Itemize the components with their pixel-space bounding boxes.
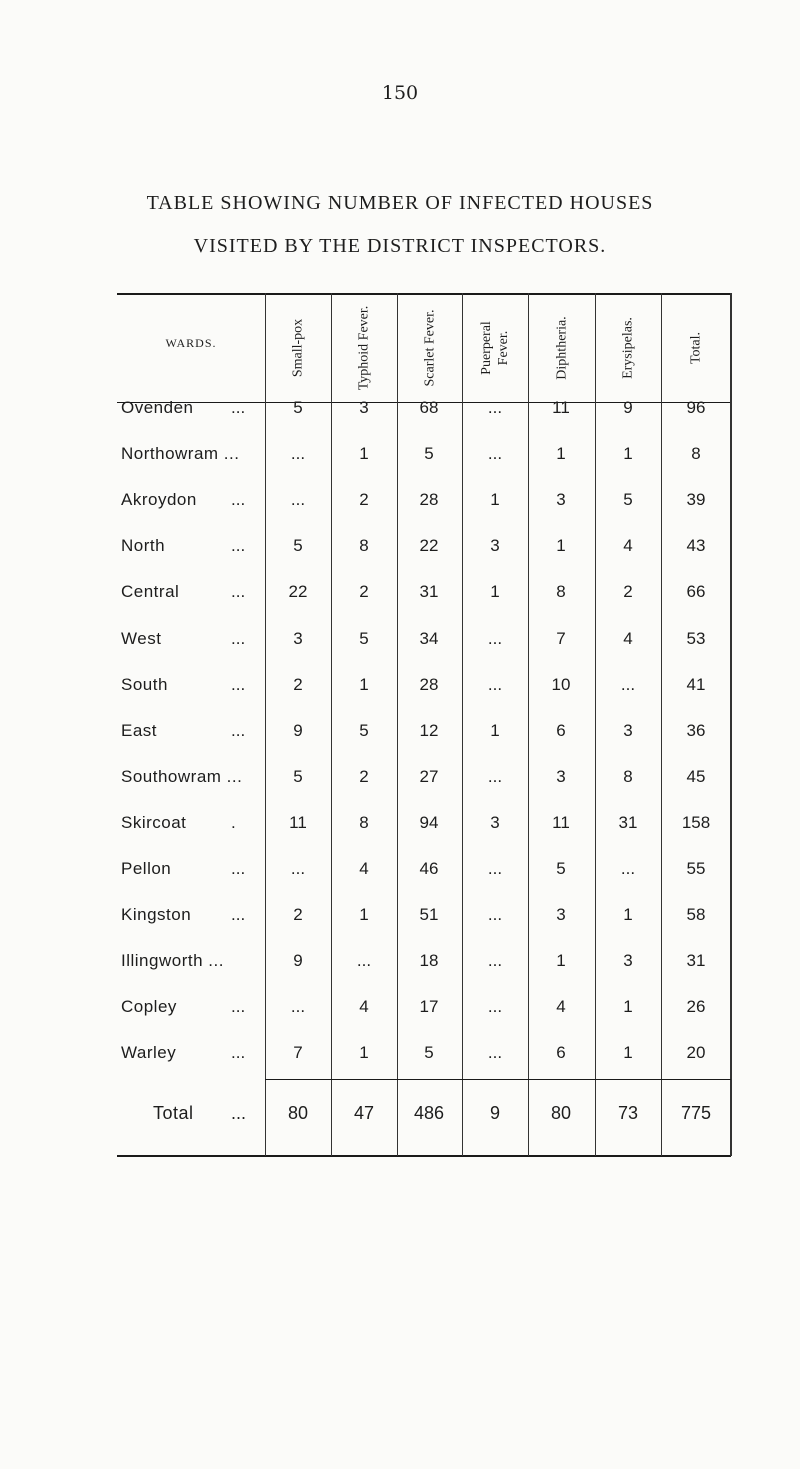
cell-typhoid-fever: 5	[359, 720, 369, 740]
cell-puerperal-fever: 1	[490, 582, 500, 602]
table-row	[117, 711, 731, 751]
cell-small-pox: ...	[290, 490, 306, 510]
table-row	[117, 480, 731, 520]
cell-scarlet-fever: 51	[419, 905, 439, 925]
cell-diphtheria: 3	[556, 490, 566, 510]
cell-puerperal-fever: ...	[487, 997, 503, 1017]
cell-diphtheria: 6	[556, 720, 566, 740]
cell-total: 775	[680, 1103, 712, 1123]
cell-scarlet-fever: 68	[419, 398, 439, 417]
cell-small-pox: 5	[293, 398, 303, 417]
wards-column-header: WARDS.	[165, 336, 217, 350]
cell-erysipelas: 9	[623, 398, 633, 417]
table-row	[117, 619, 731, 659]
table-row	[117, 572, 731, 612]
cell-small-pox: ...	[290, 997, 306, 1017]
cell-typhoid-fever: 2	[359, 490, 369, 510]
cell-total: 96	[686, 398, 706, 417]
table-row	[117, 895, 731, 935]
column-header-small-pox	[265, 293, 331, 403]
cell-scarlet-fever: 5	[424, 444, 434, 464]
cell-scarlet-fever: 22	[419, 536, 439, 556]
cell-typhoid-fever: 8	[359, 812, 369, 832]
cell-puerperal-fever: 1	[490, 720, 500, 740]
ward-name: Kingston	[121, 905, 192, 925]
cell-total: 55	[686, 859, 706, 878]
cell-scarlet-fever: 94	[419, 812, 439, 832]
ward-name: Southowram ...	[121, 766, 243, 786]
column-header-label: Erysipelas.	[620, 317, 636, 379]
page-number: 150	[381, 82, 419, 104]
table-row	[117, 388, 731, 428]
table-row	[117, 526, 731, 566]
table-row	[117, 849, 731, 889]
cell-small-pox: 22	[288, 582, 308, 602]
cell-typhoid-fever: ...	[356, 951, 372, 971]
cell-scarlet-fever: 31	[419, 582, 439, 602]
cell-puerperal-fever: 3	[490, 536, 500, 556]
cell-erysipelas: 31	[618, 812, 638, 832]
cell-diphtheria: 3	[556, 766, 566, 786]
cell-puerperal-fever: ...	[487, 628, 503, 648]
cell-scarlet-fever: 12	[419, 720, 439, 740]
cell-total: 53	[686, 628, 706, 648]
cell-diphtheria: 8	[556, 582, 566, 602]
cell-typhoid-fever: 3	[359, 398, 369, 417]
column-header-label: Puerperal Fever.	[479, 321, 511, 375]
column-header-typhoid-fever	[331, 293, 397, 403]
cell-small-pox: 2	[293, 674, 303, 694]
cell-typhoid-fever: 8	[359, 536, 369, 556]
cell-scarlet-fever: 486	[413, 1103, 445, 1123]
cell-puerperal-fever: 9	[489, 1103, 500, 1123]
leader-dots: ...	[231, 628, 246, 648]
cell-small-pox: 7	[293, 1043, 303, 1063]
cell-small-pox: 9	[293, 951, 303, 971]
cell-small-pox: 5	[293, 766, 303, 786]
table-row	[117, 434, 731, 474]
ward-name: Akroydon	[121, 490, 197, 510]
cell-small-pox: 11	[289, 812, 307, 832]
leader-dots: ...	[231, 859, 246, 878]
ward-name: Warley	[121, 1043, 177, 1063]
cell-puerperal-fever: ...	[487, 951, 503, 971]
cell-diphtheria: 1	[556, 536, 566, 556]
cell-diphtheria: 3	[556, 905, 566, 925]
leader-dots: ...	[231, 674, 246, 694]
cell-erysipelas: 73	[617, 1103, 639, 1123]
column-header-label: Typhoid Fever.	[356, 305, 372, 391]
cell-small-pox: ...	[290, 444, 306, 464]
cell-diphtheria: 5	[556, 859, 566, 878]
cell-scarlet-fever: 46	[419, 859, 439, 878]
cell-diphtheria: 11	[552, 812, 570, 832]
cell-diphtheria: 7	[556, 628, 566, 648]
cell-total: 36	[686, 720, 706, 740]
cell-erysipelas: ...	[620, 859, 636, 878]
ward-name: West	[121, 628, 162, 648]
cell-puerperal-fever: ...	[487, 905, 503, 925]
cell-typhoid-fever: 4	[359, 859, 369, 878]
ward-name: Copley	[121, 997, 177, 1017]
cell-total: 39	[686, 490, 706, 510]
cell-puerperal-fever: ...	[487, 766, 503, 786]
table-row	[117, 987, 731, 1027]
cell-small-pox: 9	[293, 720, 303, 740]
cell-typhoid-fever: 1	[359, 444, 369, 464]
cell-erysipelas: ...	[620, 674, 636, 694]
cell-puerperal-fever: ...	[487, 398, 503, 417]
cell-erysipelas: 1	[623, 997, 633, 1017]
leader-dots: .	[231, 812, 236, 832]
cell-typhoid-fever: 47	[353, 1103, 375, 1123]
cell-total: 31	[686, 951, 706, 971]
cell-total: 45	[686, 766, 706, 786]
column-header-label: Diphtheria.	[554, 316, 569, 380]
total-row	[117, 1093, 731, 1133]
cell-scarlet-fever: 27	[419, 766, 439, 786]
cell-erysipelas: 3	[623, 951, 633, 971]
column-header-diphtheria	[528, 293, 595, 403]
cell-scarlet-fever: 28	[419, 490, 439, 510]
ward-name: Skircoat	[121, 812, 187, 832]
cell-scarlet-fever: 28	[419, 674, 439, 694]
leader-dots: ...	[231, 490, 246, 510]
total-label: Total	[153, 1103, 194, 1123]
table-title-line-1: TABLE SHOWING NUMBER OF INFECTED HOUSES	[146, 192, 654, 214]
leader-dots: ...	[231, 1103, 247, 1123]
leader-dots: ...	[231, 720, 246, 740]
infected-houses-table	[117, 293, 731, 1469]
cell-typhoid-fever: 1	[359, 905, 369, 925]
column-header-scarlet-fever	[397, 293, 462, 403]
cell-erysipelas: 4	[623, 536, 633, 556]
leader-dots: ...	[231, 997, 246, 1017]
cell-typhoid-fever: 5	[359, 628, 369, 648]
column-header-erysipelas	[595, 293, 661, 403]
cell-puerperal-fever: ...	[487, 859, 503, 878]
cell-diphtheria: 10	[551, 674, 571, 694]
table-row	[117, 1033, 731, 1073]
cell-puerperal-fever: 3	[490, 812, 500, 832]
cell-puerperal-fever: ...	[487, 674, 503, 694]
cell-scarlet-fever: 17	[419, 997, 439, 1017]
cell-total: 158	[681, 812, 711, 832]
cell-total: 20	[686, 1043, 706, 1063]
cell-diphtheria: 1	[556, 444, 566, 464]
column-header-label: Small-pox	[290, 318, 306, 378]
column-header-total	[661, 293, 731, 403]
ward-name: Pellon	[121, 859, 172, 878]
cell-erysipelas: 3	[623, 720, 633, 740]
total-rule	[265, 1079, 731, 1080]
leader-dots: ...	[231, 536, 246, 556]
leader-dots: ...	[231, 1043, 246, 1063]
table-row	[117, 757, 731, 797]
cell-total: 26	[686, 997, 706, 1017]
table-row	[117, 941, 731, 981]
leader-dots: ...	[231, 398, 246, 417]
cell-diphtheria: 4	[556, 997, 566, 1017]
cell-small-pox: 5	[293, 536, 303, 556]
table-row	[117, 803, 731, 843]
column-header-label: Scarlet Fever.	[422, 309, 437, 387]
cell-typhoid-fever: 2	[359, 766, 369, 786]
cell-erysipelas: 5	[623, 490, 633, 510]
cell-total: 66	[686, 582, 706, 602]
cell-diphtheria: 11	[552, 398, 570, 417]
cell-puerperal-fever: ...	[487, 1043, 503, 1063]
ward-name: Ovenden	[121, 398, 194, 417]
ward-name: South	[121, 674, 168, 694]
cell-diphtheria: 1	[556, 951, 566, 971]
cell-total: 8	[691, 444, 701, 464]
cell-erysipelas: 1	[623, 905, 633, 925]
cell-typhoid-fever: 1	[359, 674, 369, 694]
cell-puerperal-fever: ...	[487, 444, 503, 464]
cell-total: 43	[686, 536, 706, 556]
ward-name: North	[121, 536, 166, 556]
cell-total: 58	[686, 905, 706, 925]
column-header-label: Total.	[688, 331, 704, 365]
cell-scarlet-fever: 5	[424, 1043, 434, 1063]
table-row	[117, 665, 731, 705]
cell-small-pox: ...	[290, 859, 306, 878]
cell-erysipelas: 8	[623, 766, 633, 786]
cell-typhoid-fever: 4	[359, 997, 369, 1017]
cell-diphtheria: 6	[556, 1043, 566, 1063]
cell-erysipelas: 2	[623, 582, 633, 602]
ward-name: Northowram ...	[121, 444, 240, 464]
ward-name: Illingworth ...	[121, 951, 224, 971]
cell-small-pox: 2	[293, 905, 303, 925]
cell-erysipelas: 1	[623, 1043, 633, 1063]
leader-dots: ...	[231, 582, 246, 602]
cell-scarlet-fever: 18	[419, 951, 439, 971]
cell-typhoid-fever: 1	[359, 1043, 369, 1063]
table-bottom-rule	[117, 1155, 731, 1157]
cell-puerperal-fever: 1	[490, 490, 500, 510]
cell-total: 41	[686, 674, 706, 694]
cell-typhoid-fever: 2	[359, 582, 369, 602]
cell-small-pox: 3	[293, 628, 303, 648]
cell-erysipelas: 1	[623, 444, 633, 464]
cell-scarlet-fever: 34	[419, 628, 439, 648]
ward-name: East	[121, 720, 158, 740]
column-header-puerperal-fever	[462, 293, 528, 403]
leader-dots: ...	[231, 905, 246, 925]
cell-erysipelas: 4	[623, 628, 633, 648]
cell-small-pox: 80	[287, 1103, 309, 1123]
table-title-line-2: VISITED BY THE DISTRICT INSPECTORS.	[193, 235, 607, 257]
cell-diphtheria: 80	[550, 1103, 572, 1123]
ward-name: Central	[121, 582, 180, 602]
